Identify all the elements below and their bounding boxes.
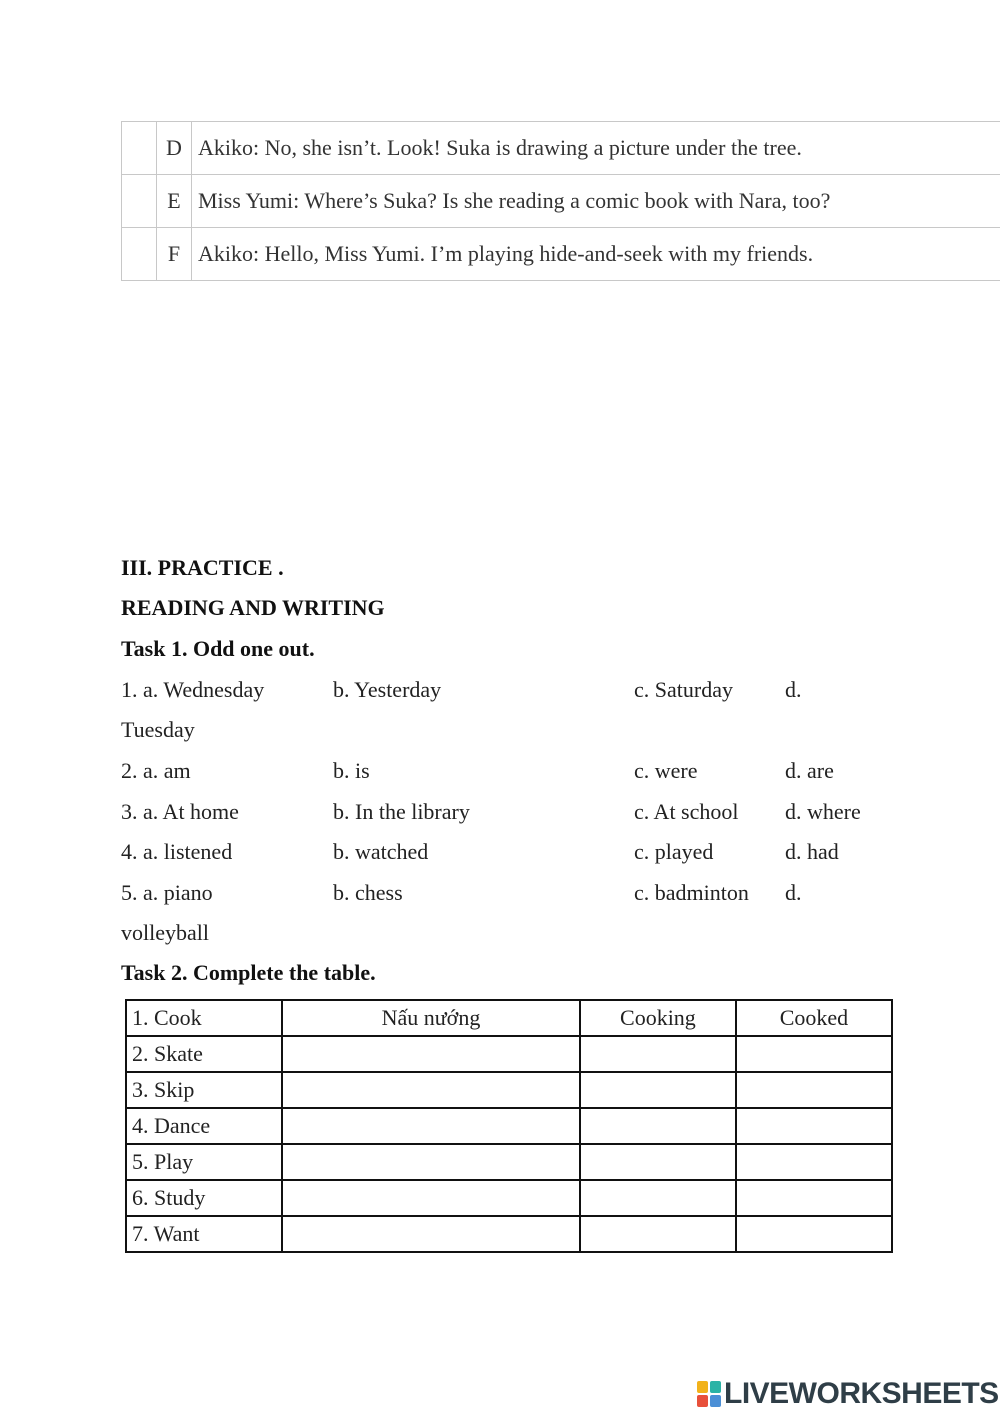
option-b: b. is <box>333 758 370 783</box>
past-form-input[interactable] <box>736 1072 892 1108</box>
option-b: b. Yesterday <box>333 677 442 702</box>
logo-square <box>710 1395 721 1407</box>
dialogue-row <box>122 175 1000 228</box>
table-row <box>126 1108 892 1144</box>
option-d: d. are <box>785 758 834 783</box>
answer-cell <box>122 175 157 228</box>
liveworksheets-logo-icon <box>697 1381 721 1407</box>
meaning-input[interactable] <box>282 1180 580 1216</box>
ing-form-input[interactable] <box>580 1216 736 1252</box>
table-row <box>126 1144 892 1180</box>
past-form-input[interactable] <box>736 1036 892 1072</box>
table-row <box>126 1216 892 1252</box>
option-a: 4. a. listened <box>121 839 233 864</box>
meaning-cell: Nấu nướng <box>282 1000 580 1036</box>
logo-text: LIVEWORKSHEETS <box>724 1377 999 1410</box>
liveworksheets-logo <box>697 1379 999 1409</box>
option-c: c. were <box>634 758 698 783</box>
table-row <box>126 1180 892 1216</box>
verb-cell: 1. Cook <box>126 1000 282 1036</box>
dialogue-letter: D <box>157 122 192 175</box>
answer-cell <box>122 122 157 175</box>
answer-cell <box>122 228 157 281</box>
verb-cell: 6. Study <box>126 1180 282 1216</box>
table-row <box>126 1000 892 1036</box>
meaning-input[interactable] <box>282 1108 580 1144</box>
verb-cell: 2. Skate <box>126 1036 282 1072</box>
meaning-input[interactable] <box>282 1216 580 1252</box>
ing-form-input[interactable] <box>580 1036 736 1072</box>
dialogue-line: Akiko: No, she isn’t. Look! Suka is drawing a picture under the tree. <box>192 122 1000 175</box>
option-c: c. At school <box>634 799 739 824</box>
past-form-input[interactable] <box>736 1216 892 1252</box>
past-form-input[interactable] <box>736 1144 892 1180</box>
option-d: d. where <box>785 799 861 824</box>
ing-form-input[interactable] <box>580 1180 736 1216</box>
meaning-input[interactable] <box>282 1072 580 1108</box>
option-d-wrap: Tuesday <box>121 717 195 742</box>
task2-title: Task 2. Complete the table. <box>121 960 376 985</box>
past-form-input[interactable] <box>736 1108 892 1144</box>
option-c: c. Saturday <box>634 677 733 702</box>
option-b: b. In the library <box>333 799 470 824</box>
past-form-cell: Cooked <box>736 1000 892 1036</box>
option-a: 2. a. am <box>121 758 191 783</box>
option-c: c. badminton <box>634 880 749 905</box>
ing-form-cell: Cooking <box>580 1000 736 1036</box>
table-row <box>126 1072 892 1108</box>
option-c: c. played <box>634 839 714 864</box>
logo-square <box>697 1395 708 1407</box>
option-d: d. <box>785 880 802 905</box>
dialogue-row <box>122 228 1000 281</box>
option-d: d. had <box>785 839 839 864</box>
dialogue-line: Miss Yumi: Where’s Suka? Is she reading a comic book with Nara, too? <box>192 175 1000 228</box>
section-title: III. PRACTICE . <box>121 555 284 580</box>
ing-form-input[interactable] <box>580 1072 736 1108</box>
dialogue-table <box>121 121 1000 281</box>
dialogue-line: Akiko: Hello, Miss Yumi. I’m playing hide-and-seek with my friends. <box>192 228 1000 281</box>
logo-square <box>697 1381 708 1393</box>
verb-cell: 7. Want <box>126 1216 282 1252</box>
verb-cell: 5. Play <box>126 1144 282 1180</box>
option-a: 5. a. piano <box>121 880 213 905</box>
past-form-input[interactable] <box>736 1180 892 1216</box>
option-d: d. <box>785 677 802 702</box>
verb-cell: 4. Dance <box>126 1108 282 1144</box>
task1-title: Task 1. Odd one out. <box>121 636 315 661</box>
logo-square <box>710 1381 721 1393</box>
dialogue-row <box>122 122 1000 175</box>
option-d-wrap: volleyball <box>121 920 209 945</box>
meaning-input[interactable] <box>282 1036 580 1072</box>
ing-form-input[interactable] <box>580 1144 736 1180</box>
dialogue-letter: F <box>157 228 192 281</box>
option-a: 3. a. At home <box>121 799 239 824</box>
option-a: 1. a. Wednesday <box>121 677 265 702</box>
option-b: b. watched <box>333 839 429 864</box>
subsection-title: READING AND WRITING <box>121 595 385 620</box>
dialogue-letter: E <box>157 175 192 228</box>
table-row <box>126 1036 892 1072</box>
ing-form-input[interactable] <box>580 1108 736 1144</box>
meaning-input[interactable] <box>282 1144 580 1180</box>
verb-cell: 3. Skip <box>126 1072 282 1108</box>
complete-table <box>125 999 893 1253</box>
option-b: b. chess <box>333 880 403 905</box>
